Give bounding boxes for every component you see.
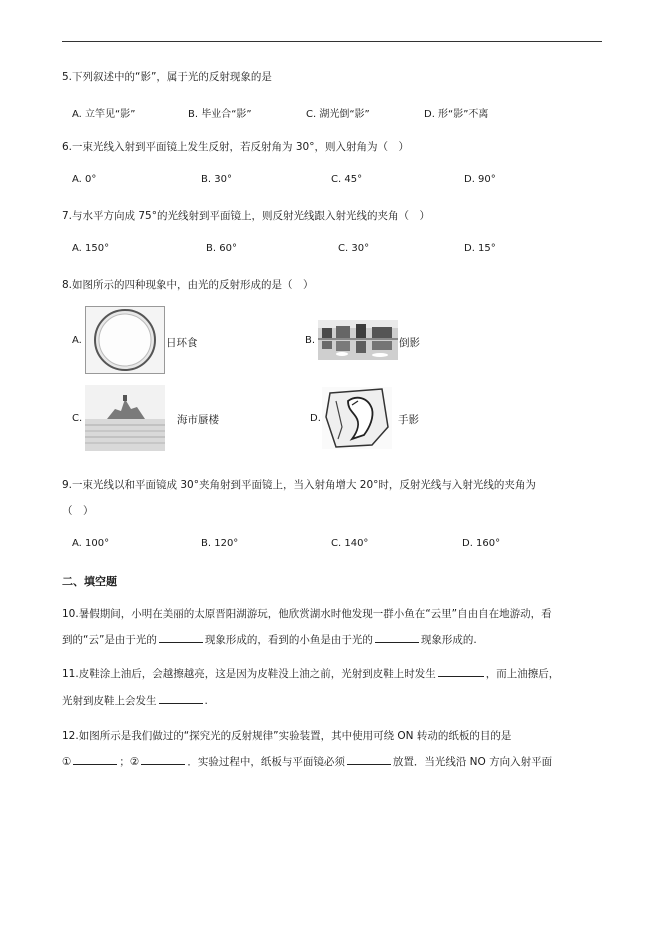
q5-option-c: C. 湖光倒“影” <box>306 109 370 120</box>
reflection-photo-icon <box>318 320 398 360</box>
q7-option-a: A. 150° <box>72 243 110 254</box>
q10-line2 <box>62 632 477 647</box>
q12-blank-3[interactable] <box>347 754 391 765</box>
q11-line1 <box>62 666 559 681</box>
q9-stem-line1: 9.一束光线以和平面镜成 30°夹角射到平面镜上，当入射角增大 20°时，反射光线与入射光线的夹角为 <box>62 479 536 491</box>
q10-text-b: 现象形成的，看到的小鱼是由于光的 <box>204 634 373 646</box>
mirage-photo-icon <box>85 385 165 451</box>
q10-text-a: 到的“云”是由于光的 <box>62 634 157 646</box>
q5-option-d: D. 形“影”不离 <box>424 109 489 120</box>
solar-eclipse-photo-icon <box>85 306 165 374</box>
q8-stem: 8.如图所示的四种现象中，由光的反射形成的是（ ） <box>62 279 314 291</box>
header-rule <box>62 41 602 42</box>
q11-text-a: 11.皮鞋涂上油后，会越擦越亮，这是因为皮鞋没上油之前，光射到皮鞋上时发生 <box>62 668 436 680</box>
q8-figure-b-caption: 倒影 <box>399 337 420 349</box>
q9-stem-line2: （ ） <box>62 505 94 517</box>
q11-line2 <box>62 693 208 708</box>
q11-blank-2[interactable] <box>159 693 203 704</box>
q12-text-b: ；② <box>119 756 140 768</box>
q11-text-b: ，而上油擦后， <box>485 668 560 680</box>
q7-option-b: B. 60° <box>206 243 237 254</box>
q12-text-c: ．实验过程中，纸板与平面镜必须 <box>187 756 345 768</box>
q10-text-c: 现象形成的. <box>420 634 477 646</box>
q6-option-d: D. 90° <box>464 174 496 185</box>
q8-figure-c-caption: 海市蜃楼 <box>177 414 219 426</box>
q8-figure-a-label: A. <box>72 335 82 346</box>
q12-line1: 12.如图所示是我们做过的“探究光的反射规律”实验装置，其中使用可绕 ON 转动的纸板的目的是 <box>62 730 512 742</box>
q11-blank-1[interactable] <box>438 666 484 677</box>
q5-option-b: B. 毕业合“影” <box>188 109 252 120</box>
q9-option-b: B. 120° <box>201 538 239 549</box>
section-title: 二、填空题 <box>62 575 117 588</box>
q11-text-d: . <box>204 695 208 707</box>
q6-option-b: B. 30° <box>201 174 232 185</box>
q8-figure-c-label: C. <box>72 413 83 424</box>
hand-shadow-photo-icon <box>322 387 392 449</box>
q8-figure-a-caption: 日环食 <box>166 337 198 349</box>
q12-text-a: ① <box>62 756 72 768</box>
q9-option-d: D. 160° <box>462 538 501 549</box>
q8-figure-d-caption: 手影 <box>398 414 419 426</box>
q7-stem: 7.与水平方向成 75°的光线射到平面镜上，则反射光线跟入射光线的夹角（ ） <box>62 210 430 222</box>
q8-figure-b-label: B. <box>305 335 316 346</box>
q6-stem: 6.一束光线入射到平面镜上发生反射，若反射角为 30°，则入射角为（ ） <box>62 141 409 153</box>
q11-text-c: 光射到皮鞋上会发生 <box>62 695 157 707</box>
q7-option-d: D. 15° <box>464 243 496 254</box>
q6-option-c: C. 45° <box>331 174 363 185</box>
q12-blank-2[interactable] <box>141 754 185 765</box>
q12-text-d: 放置．当光线沿 NO 方向入射平面 <box>392 756 553 768</box>
q9-option-c: C. 140° <box>331 538 369 549</box>
q10-blank-1[interactable] <box>159 632 203 643</box>
q10-blank-2[interactable] <box>375 632 419 643</box>
q9-option-a: A. 100° <box>72 538 110 549</box>
q5-option-a: A. 立竿见“影” <box>72 109 136 120</box>
q7-option-c: C. 30° <box>338 243 370 254</box>
q12-blank-1[interactable] <box>73 754 117 765</box>
q5-stem: 5.下列叙述中的“影”，属于光的反射现象的是 <box>62 71 272 83</box>
q12-line2 <box>62 754 552 769</box>
q6-option-a: A. 0° <box>72 174 97 185</box>
q8-figure-d-label: D. <box>310 413 321 424</box>
q10-line1: 10.暑假期间，小明在美丽的太原晋阳湖游玩，他欣赏湖水时他发现一群小鱼在“云里”自由自在地游动，看 <box>62 608 552 620</box>
